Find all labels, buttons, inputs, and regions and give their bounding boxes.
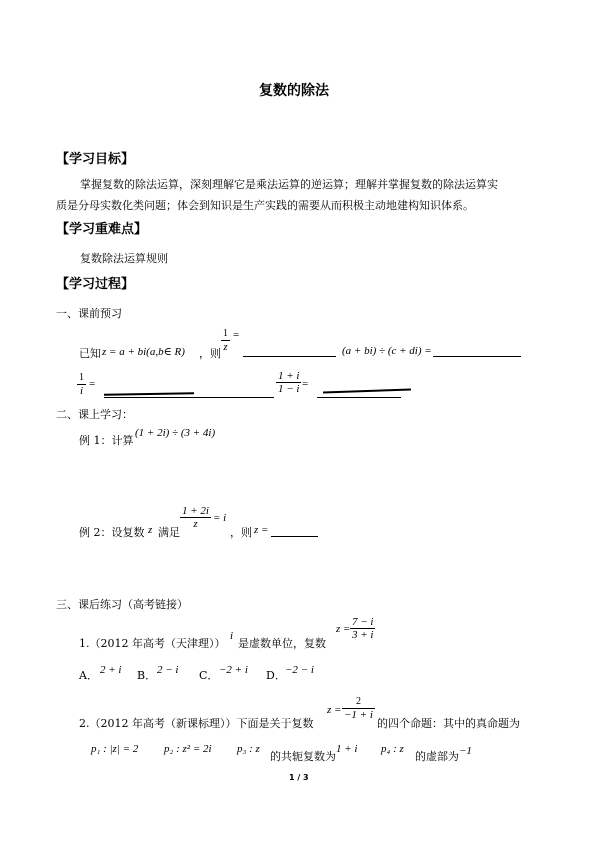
- fraction-numerator: 1 + i: [278, 370, 300, 382]
- known-label: 已知: [79, 347, 101, 360]
- example1-label: 例 1：计算: [79, 434, 134, 447]
- preview-heading: 一、课前预习: [56, 307, 122, 320]
- key-points-text: 复数除法运算规则: [80, 252, 168, 265]
- question1-i: i: [230, 630, 234, 642]
- fraction-denominator: i: [79, 385, 84, 397]
- option-a-label[interactable]: A．: [79, 669, 98, 682]
- page-title: 复数的除法: [259, 83, 329, 99]
- page-number: 1 / 3: [289, 773, 309, 782]
- proposition-p4: p₄ : z: [381, 743, 404, 755]
- answer-blank-3-stroke: [104, 392, 194, 396]
- equals-sign: =: [302, 378, 309, 390]
- question1-prefix: 1.（2012 年高考（天津理））: [79, 637, 226, 650]
- reciprocal-i-fraction: [77, 372, 86, 397]
- example2-satisfy: 满足: [158, 526, 180, 539]
- option-d-value: −2 − i: [285, 664, 314, 676]
- question1-z-equals: z =: [336, 623, 351, 635]
- question2-z-equals: z =: [327, 704, 342, 716]
- known-expression: z = a + bi(a,b∈ R): [102, 346, 185, 358]
- proposition-p2: p₂ : z² = 2i: [164, 743, 212, 755]
- proposition-p4-value: −1: [459, 745, 472, 757]
- example1-expression: (1 + 2i) ÷ (3 + 4i): [135, 427, 216, 439]
- question2-fraction: [342, 696, 375, 721]
- fraction-numerator: 1: [79, 372, 84, 383]
- key-points-heading: 【学习重难点】: [56, 222, 148, 237]
- option-b-label[interactable]: B．: [137, 669, 157, 682]
- proposition-p3: p₃ : z: [237, 743, 260, 755]
- goals-text-line1: 掌握复数的除法运算，深刻理解它是乘法运算的逆运算；理解并掌握复数的除法运算实: [80, 178, 498, 191]
- proposition-p1: p₁ : |z| = 2: [91, 743, 139, 755]
- division-expression: (a + bi) ÷ (c + di) =: [342, 345, 432, 357]
- example2-answer-blank[interactable]: [271, 536, 318, 537]
- goals-heading: 【学习目标】: [56, 152, 135, 167]
- fraction-numerator: 1: [223, 328, 228, 339]
- then-label: ，则: [199, 347, 221, 360]
- fraction-1pi-over-1mi: [276, 370, 301, 395]
- fraction-denominator: 1 − i: [278, 383, 300, 395]
- option-c-value: −2 + i: [219, 664, 248, 676]
- fraction-denominator: 3 + i: [352, 629, 374, 641]
- question2-suffix: 的四个命题：其中的真命题为: [377, 717, 520, 730]
- example2-then: ，则: [230, 526, 252, 539]
- answer-blank-2[interactable]: [433, 356, 521, 357]
- fraction-denominator: z: [193, 518, 198, 530]
- question1-text: 是虚数单位，复数: [238, 637, 326, 650]
- question1-fraction: [350, 616, 375, 641]
- option-c-label[interactable]: C．: [199, 669, 219, 682]
- proposition-p4-text: 的虚部为: [415, 750, 459, 763]
- proposition-p3-value: 1 + i: [336, 743, 358, 755]
- answer-blank-4[interactable]: [317, 397, 401, 398]
- example2-variable: z: [148, 524, 153, 536]
- fraction-denominator: −1 + i: [344, 709, 373, 721]
- option-a-value: 2 + i: [100, 664, 122, 676]
- option-d-label[interactable]: D．: [266, 669, 286, 682]
- example2-fraction: [180, 505, 211, 530]
- proposition-p3-text: 的共轭复数为: [270, 750, 336, 763]
- example2-label: 例 2：设复数: [79, 526, 145, 539]
- answer-blank-1[interactable]: [243, 356, 336, 357]
- option-b-value: 2 − i: [157, 664, 179, 676]
- fraction-denominator: z: [223, 341, 228, 353]
- fraction-numerator: 7 − i: [352, 616, 374, 628]
- goals-text-line2: 质是分母实数化类问题；体会到知识是生产实践的需要从而积极主动地建构知识体系。: [56, 199, 474, 212]
- reciprocal-z-fraction: [221, 328, 230, 353]
- answer-blank-3[interactable]: [104, 397, 274, 398]
- answer-blank-4-stroke: [323, 388, 411, 393]
- practice-heading: 三、课后练习（高考链接）: [56, 598, 188, 611]
- example2-equals-i: = i: [213, 512, 227, 524]
- process-heading: 【学习过程】: [56, 277, 135, 292]
- equals-sign: =: [89, 378, 96, 390]
- example2-z-equals: z =: [254, 524, 269, 536]
- equals-sign: =: [233, 329, 240, 341]
- fraction-numerator: 1 + 2i: [182, 505, 209, 517]
- fraction-numerator: 2: [342, 696, 375, 709]
- in-class-heading: 二、课上学习：: [56, 408, 133, 421]
- question2-prefix: 2.（2012 年高考（新课标理））下面是关于复数: [79, 717, 314, 730]
